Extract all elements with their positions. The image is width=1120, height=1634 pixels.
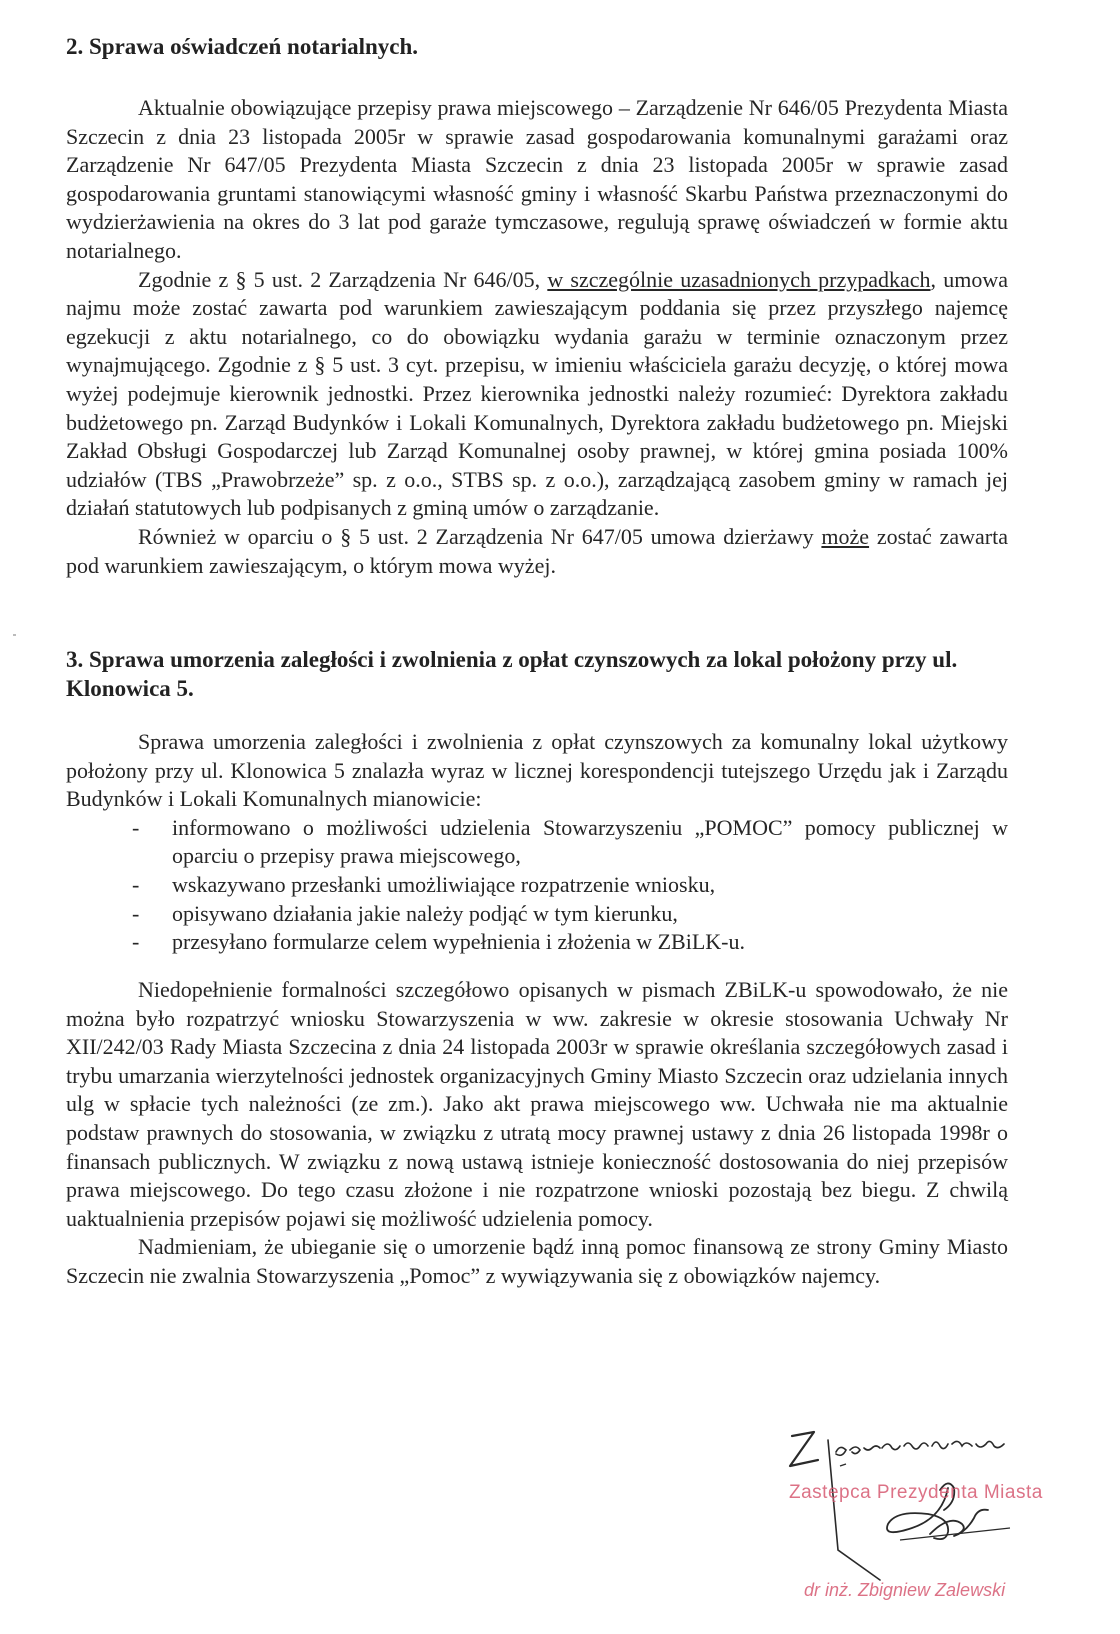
handwritten-signature	[780, 1430, 1080, 1590]
section-3-heading: 3. Sprawa umorzenia zaległości i zwolnienia z opłat czynszowych za lokal położony przy ul. Klonowica 5.	[66, 647, 958, 701]
list-item	[66, 928, 1008, 957]
list-item-text: wskazywano przesłanki umożliwiające rozpatrzenie wniosku,	[172, 871, 716, 897]
section-2-body	[66, 94, 1008, 580]
scan-speck	[13, 634, 16, 636]
list-item-text: informowano o możliwości udzielenia Stowarzyszeniu „POMOC” pomocy publicznej w oparciu o przepisy prawa miejscowego,	[172, 814, 1008, 869]
dash-bullet: -	[132, 900, 140, 926]
paragraph-text: Również w oparciu o § 5 ust. 2 Zarządzenia Nr 647/05 umowa dzierżawy	[138, 523, 822, 549]
list-item-text: opisywano działania jakie należy podjąć w tym kierunku,	[172, 900, 678, 926]
dash-bullet: -	[132, 929, 140, 955]
paragraph-text: zostać zawarta pod warunkiem zawieszającym, o którym mowa wyżej.	[66, 523, 1008, 578]
list-item	[66, 900, 1008, 929]
section-3-paragraph-3: Nadmieniam, że ubieganie się o umorzenie bądź inną pomoc finansową ze strony Gminy Miasto Szczecin nie zwalnia Stowarzyszenia „Pomoc” z wywiązywania się z obowiązków najemcy.	[66, 1234, 1008, 1288]
list-item	[66, 814, 1008, 871]
stamp-name: dr inż. Zbigniew Zalewski	[804, 1580, 1006, 1600]
section-2	[66, 32, 1008, 61]
stamp-title: Zastępca Prezydenta Miasta	[789, 1482, 1043, 1503]
dash-bullet: -	[132, 814, 140, 840]
section-2-paragraph-1: Aktualnie obowiązujące przepisy prawa miejscowego – Zarządzenie Nr 646/05 Prezydenta Miasta Szczecin z dnia 23 listopada 2005r w sprawie zasad gospodarowania komunalnymi garażami oraz Zarządzenie Nr 647/05 Prezydenta Miasta Szczecin z dnia 23 listopada 2005r w sprawie zasad gospodarowania gruntami stanowiącymi własność gminy i własność Skarbu Państwa przeznaczonymi do wydzierżawienia na okres do 3 lat pod garaże tymczasowe, regulują sprawę oświadczeń w formie aktu notarialnego.	[66, 95, 1008, 263]
section-3	[66, 645, 1008, 703]
section-3-paragraph-2: Niedopełnienie formalności szczegółowo opisanych w pismach ZBiLK-u spowodowało, że nie można było rozpatrzyć wniosku Stowarzyszenia w ww. zakresie w okresie stosowania Uchwały Nr XII/242/03 Rady Miasta Szczecina z dnia 24 listopada 2003r w sprawie określania szczegółowych zasad i trybu umarzania wierzytelności jednostek organizacyjnych Gminy Miasto Szczecin oraz udzielania innych ulg w spłacie tych należności (ze zm.). Jako akt prawa miejscowego ww. Uchwała nie ma aktualnie podstaw prawnych do stosowania, w związku z utratą mocy prawnej ustawy z dnia 26 listopada 1998r o finansach publicznych. W związku z nową ustawą istnieje konieczność dostosowania do niej przepisów prawa miejscowego. Do tego czasu złożone i nie rozpatrzone wnioski pozostają bez biegu. Z chwilą uaktualnienia przepisów pojawi się możliwość udzielenia pomocy.	[66, 977, 1008, 1231]
section-3-intro	[66, 728, 1008, 957]
section-2-heading: 2. Sprawa oświadczeń notarialnych.	[66, 34, 419, 59]
paragraph-text: , umowa najmu może zostać zawarta pod warunkiem zawieszającym poddania się przez przyszłego najemcę egzekucji z aktu notarialnego, co do obowiązku wydania garażu w terminie oznaczonym przez wynajmującego. Zgodnie z § 5 ust. 3 cyt. przepisu, w imieniu właściciela garażu decyzję, o której mowa wyżej podejmuje kierownik jednostki. Przez kierownika jednostki należy rozumieć: Dyrektora zakładu budżetowego pn. Zarząd Budynków i Lokali Komunalnych, Dyrektora zakładu budżetowego pn. Miejski Zakład Obsługi Gospodarczej lub Zarząd Komunalnej osoby prawnej, w której gmina posiada 100% udziałów (TBS „Prawobrzeże” sp. z o.o., STBS sp. z o.o.), zarządzającą zasobem gminy w ramach jej działań statutowych lub podpisanych z gminą umów o zarządzanie.	[66, 266, 1009, 521]
underlined-word: może	[821, 523, 870, 549]
section-3-body	[66, 976, 1008, 1291]
list-item	[66, 871, 1008, 900]
underlined-phrase: w szczególnie uzasadnionych przypadkach	[547, 266, 931, 292]
list-item-text: przesyłano formularze celem wypełnienia i złożenia w ZBiLK-u.	[172, 929, 745, 955]
paragraph-text: Zgodnie z § 5 ust. 2 Zarządzenia Nr 646/05,	[138, 266, 548, 292]
section-2-paragraph-3	[66, 523, 1008, 580]
dash-bullet: -	[132, 871, 140, 897]
bullet-list	[66, 814, 1008, 957]
section-2-paragraph-2	[66, 266, 1008, 523]
section-3-paragraph-1: Sprawa umorzenia zaległości i zwolnienia z opłat czynszowych za komunalny lokal użytkowy położony przy ul. Klonowica 5 znalazła wyraz w licznej korespondencji tutejszego Urzędu jak i Zarządu Budynków i Lokali Komunalnych mianowicie:	[66, 729, 1008, 812]
